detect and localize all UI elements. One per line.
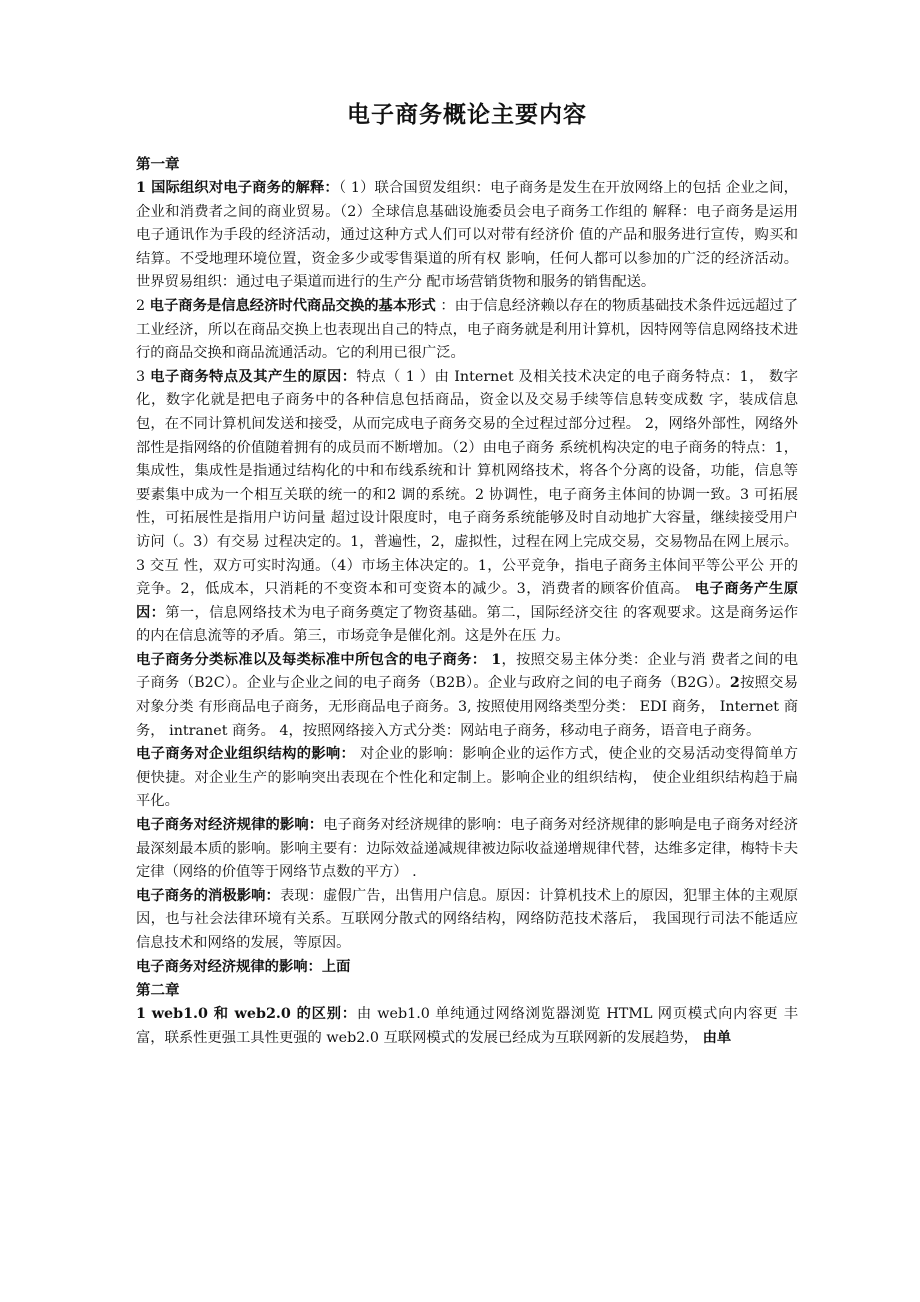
paragraph-text: 第一，信息网络技术为电子商务奠定了物资基础。第二，国际经济交往 的客观要求。这是商务运作的内在信息流等的矛盾。第三，市场竞争是催化剂。这是外在压 力。 <box>136 604 799 645</box>
paragraph-text: 由 web1.0 单纯通过网络浏览器浏览 HTML 网页模式向内容更 丰富，联系性更强工具性更强的 web2.0 互联网模式的发展已经成为互联网新的发展趋势， <box>136 1006 798 1046</box>
paragraph-text: 对企业的影响：影响企业的运作方式，使企业的交易活动变得简单方便快捷。对企业生产的影响突出表现在个性化和定制上。影响企业的组织结构， 使企业组织结构趋于扁平化。 <box>136 746 798 810</box>
paragraph-heading: 1 web1.0 和 web2.0 的区别： <box>136 1006 357 1023</box>
paragraph-text: 表现：虚假广告，出售用户信息。原因：计算机技术上的原因，犯罪主体的主观原因，也与社会法律环境有关系。互联网分散式的网络结构，网络防范技术落后， 我国现行司法不能适应信息技术和网络的发展，等原因。 <box>136 887 798 951</box>
list-number: 1 <box>491 651 502 668</box>
paragraph-classification <box>136 649 798 743</box>
paragraph-features-causes <box>136 366 798 649</box>
paragraph-basic-form <box>136 295 798 366</box>
paragraph-text: 特点（ 1 ）由 Internet 及相关技术决定的电子商务特点：1， 数字化，数字化就是把电子商务中的各种信息包括商品，资金以及交易手续等信息转变成数 字，装成信息包，在不同计算机间发送和接受，从而完成电子商务交易的全过程过部分过程。 2，网络外部性，网络外部性是指网络的价值随着拥有的成员而不断增加。（2）由电子商务 系统机构决定的电子商务的特点：1，集成性，集成性是指通过结构化的中和布线系统和计 算机网络技术，将各个分离的设备，功能，信息等要素集中成为一个相互关联的统一的和2 调的系统。2 协调性，电子商务主体间的协调一致。3 可拓展性，可拓展性是指用户访问量 超过设计限度时，电子商务系统能够及时自动地扩大容量，继续接受用户访问（。3）有交易 过程决定的。1，普遍性，2，虚拟性，过程在网上完成交易，交易物品在网上展示。3 交互 性，双方可实时沟通。（4）市场主体决定的。1，公平竞争，指电子商务主体间平等公平公 开的竞争。2，低成本，只消耗的不变资本和可变资本的减少。3，消费者的顾客价值高。 <box>136 368 798 598</box>
document-title: 电子商务概论主要内容 <box>347 102 587 128</box>
paragraph-text: （ 1）联合国贸发组织：电子商务是发生在开放网络上的包括 企业之间，企业和消费者之间的商业贸易。（2）全球信息基础设施委员会电子商务工作组的 解释：电子商务是运用电子通讯作为手段的经济活动，通过这种方式人们可以对带有经济价 值的产品和服务进行宣传，购买和结算。不受地理环境位置，资金多少或零售渠道的所有权 影响，任何人都可以参加的广泛的经济活动。世界贸易组织：通过电子渠道而进行的生产分 配市场营销货物和服务的销售配送。 <box>136 180 798 291</box>
paragraph-org-structure <box>136 743 798 814</box>
paragraph-text: ，按照交易主体分类：企业与消 费者之间的电子商务（B2C）。企业与企业之间的电子商务（B2B）。企业与政府之间的电子商务（B2G）。 <box>136 651 799 692</box>
paragraph-web-versions <box>136 1003 798 1050</box>
paragraph-heading: 电子商务对经济规律的影响： <box>136 817 324 834</box>
paragraph-heading: 电子商务分类标准以及每类标准中所包含的电子商务： <box>136 651 487 668</box>
paragraph-heading: 电子商务的消极影响： <box>136 887 280 904</box>
paragraph-text-tail: 由单 <box>702 1029 732 1046</box>
paragraph-text: 电子商务对经济规律的影响：电子商务对经济规律的影响是电子商务对经济最深刻最本质的影响。影响主要有：边际效益递减规律被边际收益递增规律代替，达维多定律，梅特卡夫定律（网络的价值等于网络节点数的平方） . <box>136 817 799 881</box>
paragraph-economic-laws-ref: 电子商务对经济规律的影响：上面 <box>136 958 351 975</box>
paragraph-subheading: 电子商务产生原因： <box>136 581 799 621</box>
paragraph-number: 2 <box>136 297 150 314</box>
paragraph-heading: 电子商务对企业组织结构的影响： <box>136 746 356 763</box>
paragraph-heading: 电子商务特点及其产生的原因： <box>150 368 357 385</box>
chapter-2-heading: 第二章 <box>136 982 180 1000</box>
paragraph-text: ：由于信息经济赖以存在的物质基础技术条件远远超过了工业经济，所以在商品交换上也表现出自己的特点，电子商务就是利用计算机，因特网等信息网络技术进行的商品交换和商品流通活动。它的利用已很广泛。 <box>136 297 798 362</box>
paragraph-number: 3 <box>136 368 151 385</box>
document-page <box>136 96 798 1050</box>
paragraph-negative-impact <box>136 885 798 956</box>
paragraph-economic-laws <box>136 814 798 885</box>
paragraph-intl-definition <box>136 177 798 295</box>
list-number: 2 <box>729 675 740 692</box>
chapter-1-heading: 第一章 <box>136 156 180 173</box>
paragraph-text: 按照交易对象分类 有形商品电子商务，无形商品电子商务。3, 按照使用网络类型分类： EDI 商务， Internet 商务， intranet 商务。 4，按照网络接入方式分类：网站电子商务，移动电子商务，语音电子商务。 <box>136 675 798 739</box>
paragraph-heading: 电子商务是信息经济时代商品交换的基本形式 <box>149 297 436 314</box>
paragraph-heading: 1 国际组织对电子商务的解释： <box>136 180 339 196</box>
